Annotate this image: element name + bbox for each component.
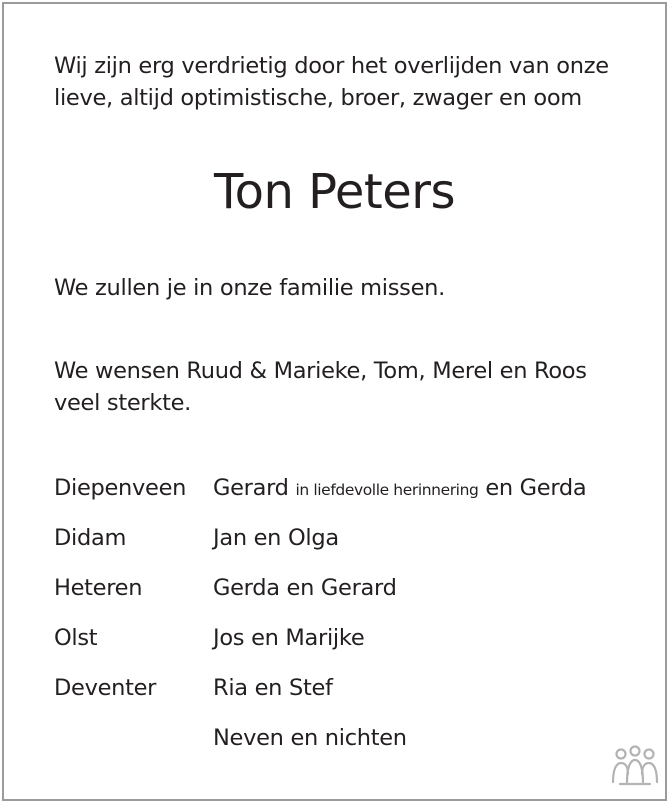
family-icon [610,744,660,788]
remembrance-note: in liefdevolle herinnering [295,481,479,499]
family-place: Didam [54,525,127,551]
intro-line-1: Wij zijn erg verdrietig door het overlijden van onze [54,53,609,79]
message-line: We zullen je in onze familie missen. [54,275,445,301]
family-place: Deventer [54,675,157,701]
family-name-first: Gerard [213,475,289,501]
family-list [54,472,654,772]
family-names: Jan en Olga [213,525,339,551]
wishes-text [54,355,587,419]
family-row-cousins [54,722,654,772]
family-row-diepenveen [54,472,654,522]
message-text [54,272,445,304]
family-names: Ria en Stef [213,675,333,701]
family-place: Heteren [54,575,143,601]
family-name-second: en Gerda [485,475,587,501]
deceased-name: Ton Peters [213,164,456,220]
family-place: Olst [54,625,98,651]
family-row-olst [54,622,654,672]
family-place: Diepenveen [54,475,187,501]
intro-text [54,50,634,114]
family-names [213,472,586,506]
family-row-deventer [54,672,654,722]
family-names: Jos en Marijke [213,625,365,651]
wishes-line-2: veel sterkte. [54,390,191,416]
family-names: Gerda en Gerard [213,575,397,601]
family-row-didam [54,522,654,572]
family-row-heteren [54,572,654,622]
family-names: Neven en nichten [213,725,407,751]
wishes-line-1: We wensen Ruud & Marieke, Tom, Merel en Roos [54,358,587,384]
intro-line-2: lieve, altijd optimistische, broer, zwager en oom [54,85,582,111]
